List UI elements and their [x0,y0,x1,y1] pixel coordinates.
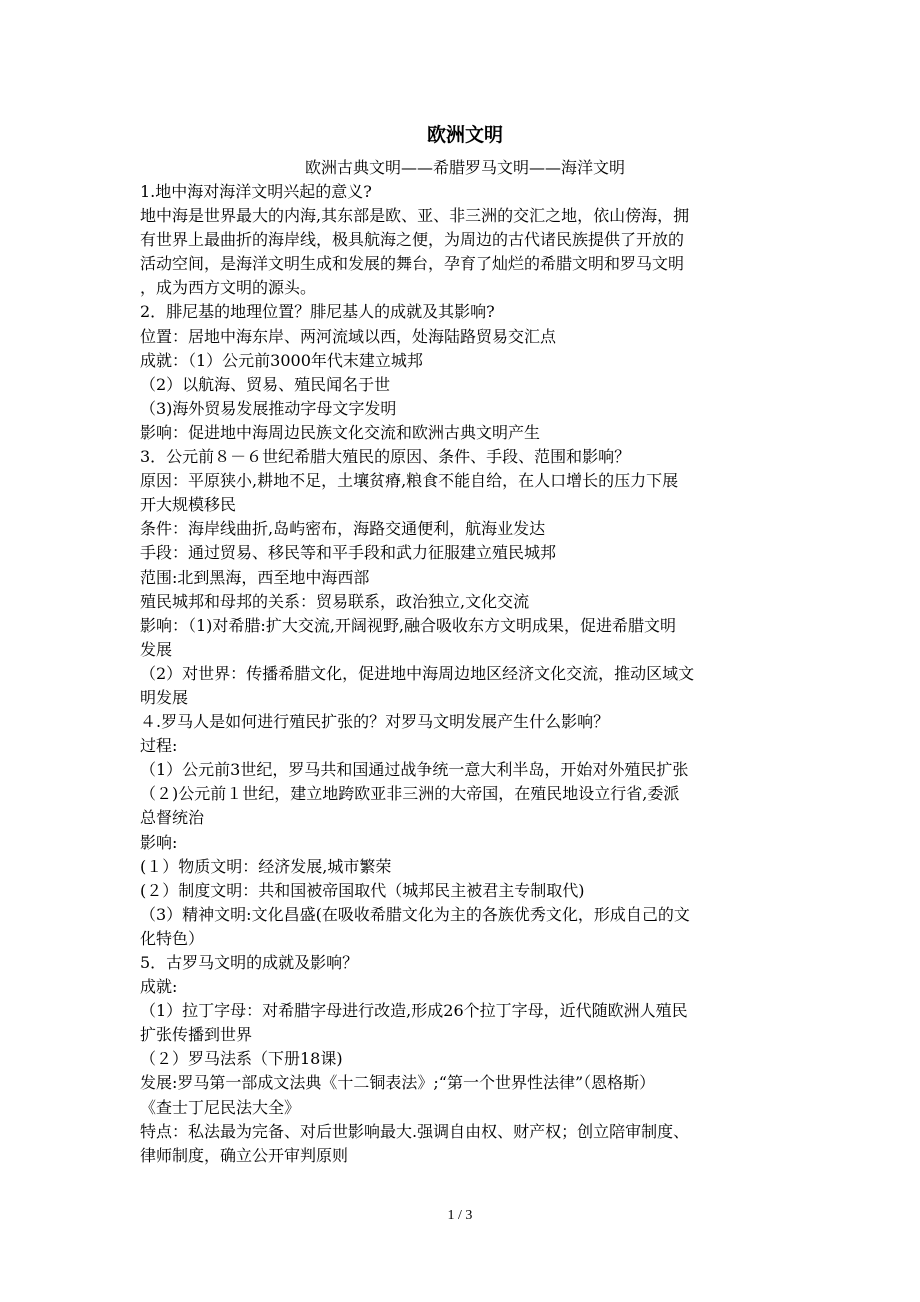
text-line: (１）物质文明：经济发展,城市繁荣 [140,856,392,876]
text-line: 总督统治 [140,808,205,828]
text-line: 手段：通过贸易、移民等和平手段和武力征服建立殖民城邦 [140,543,557,563]
text-line: 《查士丁尼民法大全》 [140,1097,301,1117]
text-line: 条件：海岸线曲折,岛屿密布，海路交通便利，航海业发达 [140,519,546,539]
text-line: （２)公元前１世纪，建立地跨欧亚非三洲的大帝国，在殖民地设立行省,委派 [140,784,680,804]
text-line: 有世界上最曲折的海岸线，极具航海之便，为周边的古代诸民族提供了开放的 [140,230,685,250]
text-line: 发展 [140,639,173,659]
text-line: 特点：私法最为完备、对后世影响最大.强调自由权、财产权；创立陪审制度、 [140,1121,690,1141]
document-page [140,118,790,1168]
page-number: 1 / 3 [447,1208,473,1223]
text-line: 律师制度，确立公开审判原则 [140,1145,349,1165]
text-line: (２）制度文明：共和国被帝国取代（城邦民主被君主专制取代) [140,880,585,900]
text-line: （1）拉丁字母：对希腊字母进行改造,形成26个拉丁字母，近代随欧洲人殖民 [140,1001,688,1021]
text-line: 原因：平原狭小,耕地不足，土壤贫瘠,粮食不能自给，在人口增长的压力下展 [140,471,679,491]
text-line: 3．公元前８－６世纪希腊大殖民的原因、条件、手段、范围和影响？ [140,447,631,467]
document-title: 欧洲文明 [426,124,503,146]
text-line: 殖民城邦和母邦的关系：贸易联系，政治独立,文化交流 [140,591,530,611]
text-line: 成就：（1）公元前3000年代末建立城邦 [140,350,423,370]
text-line: 明发展 [140,687,189,707]
text-line: ，成为西方文明的源头。 [140,278,317,298]
text-line: 范围:北到黑海，西至地中海西部 [140,567,370,587]
document-subtitle: 欧洲古典文明——希腊罗马文明——海洋文明 [304,158,625,177]
text-line: ４.罗马人是如何进行殖民扩张的？对罗马文明发展产生什么影响？ [140,712,610,732]
text-line: （1）公元前3世纪，罗马共和国通过战争统一意大利半岛，开始对外殖民扩张 [140,760,689,780]
text-line: 影响：（1)对希腊:扩大交流,开阔视野,融合吸收东方文明成果，促进希腊文明 [140,615,676,635]
text-line: 发展:罗马第一部成文法典《十二铜表法》;“第一个世界性法律”（恩格斯） [140,1073,656,1093]
text-line: （3）精神文明:文化昌盛(在吸收希腊文化为主的各族优秀文化，形成自己的文 [140,904,690,924]
text-line: 地中海是世界最大的内海,其东部是欧、亚、非三洲的交汇之地，依山傍海，拥 [140,206,690,226]
text-line: 1.地中海对海洋文明兴起的意义? [140,182,372,201]
text-line: 位置：居地中海东岸、两河流域以西，处海陆路贸易交汇点 [140,326,557,346]
text-line: 化特色） [140,928,205,948]
document-body [140,180,790,1168]
text-line: 成就: [140,977,178,997]
text-line: 扩张传播到世界 [140,1025,253,1045]
text-line: 5．古罗马文明的成就及影响？ [140,953,359,972]
text-line: 影响：促进地中海周边民族文化交流和欧洲古典文明产生 [140,422,541,442]
text-line: （2）以航海、贸易、殖民闻名于世 [140,374,391,394]
text-line: 活动空间，是海洋文明生成和发展的舞台，孕育了灿烂的希腊文明和罗马文明 [140,254,685,274]
text-line: 影响: [140,832,178,852]
text-line: （3)海外贸易发展推动字母文字发明 [140,398,397,418]
text-line: （2）对世界：传播希腊文化，促进地中海周边地区经济文化交流，推动区域文 [140,663,695,683]
text-line: （２）罗马法系（下册18课) [140,1049,343,1069]
text-line: 开大规模移民 [140,495,237,515]
text-line: 2．腓尼基的地理位置？腓尼基人的成就及其影响? [140,302,495,322]
text-line: 过程: [140,736,178,756]
